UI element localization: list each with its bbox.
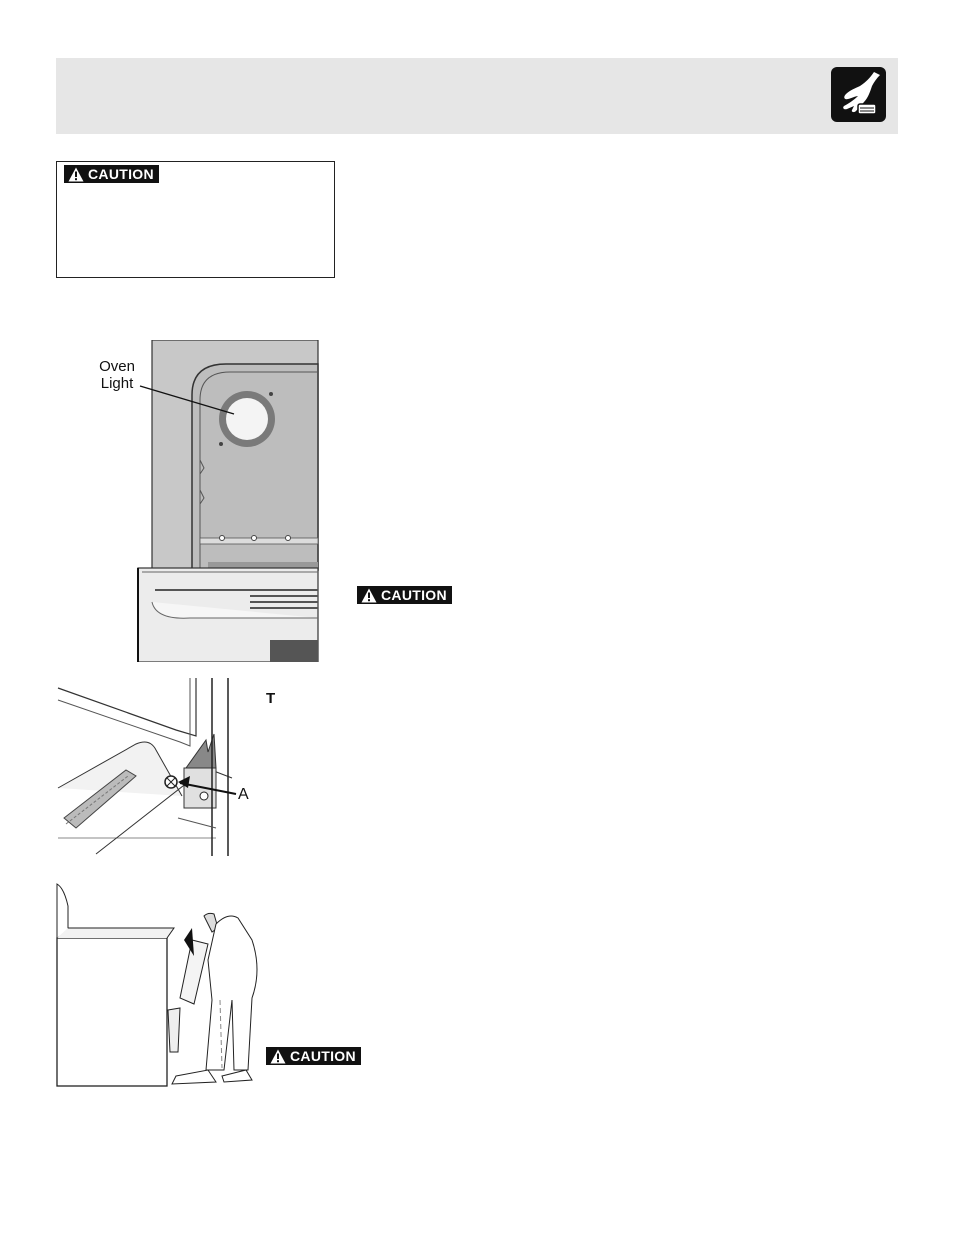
hinge-callout-a: A (238, 786, 249, 803)
hand-cleaning-icon (830, 66, 887, 123)
header-band (56, 58, 898, 134)
warning-triangle-icon (68, 167, 84, 182)
caution-text: CAUTION (381, 587, 447, 603)
hinge-figure (56, 678, 256, 856)
caution-text: CAUTION (88, 166, 154, 182)
oven-light-label: Oven Light (99, 358, 135, 392)
caution-box (56, 161, 335, 278)
warning-triangle-icon (361, 588, 377, 603)
caution-badge (64, 165, 159, 183)
body-text-fragment: T (266, 690, 276, 707)
caution-badge (266, 1047, 361, 1065)
warning-triangle-icon (270, 1049, 286, 1064)
oven-light-figure (130, 340, 320, 662)
caution-badge (357, 586, 452, 604)
caution-text: CAUTION (290, 1048, 356, 1064)
door-removal-figure (56, 880, 266, 1090)
